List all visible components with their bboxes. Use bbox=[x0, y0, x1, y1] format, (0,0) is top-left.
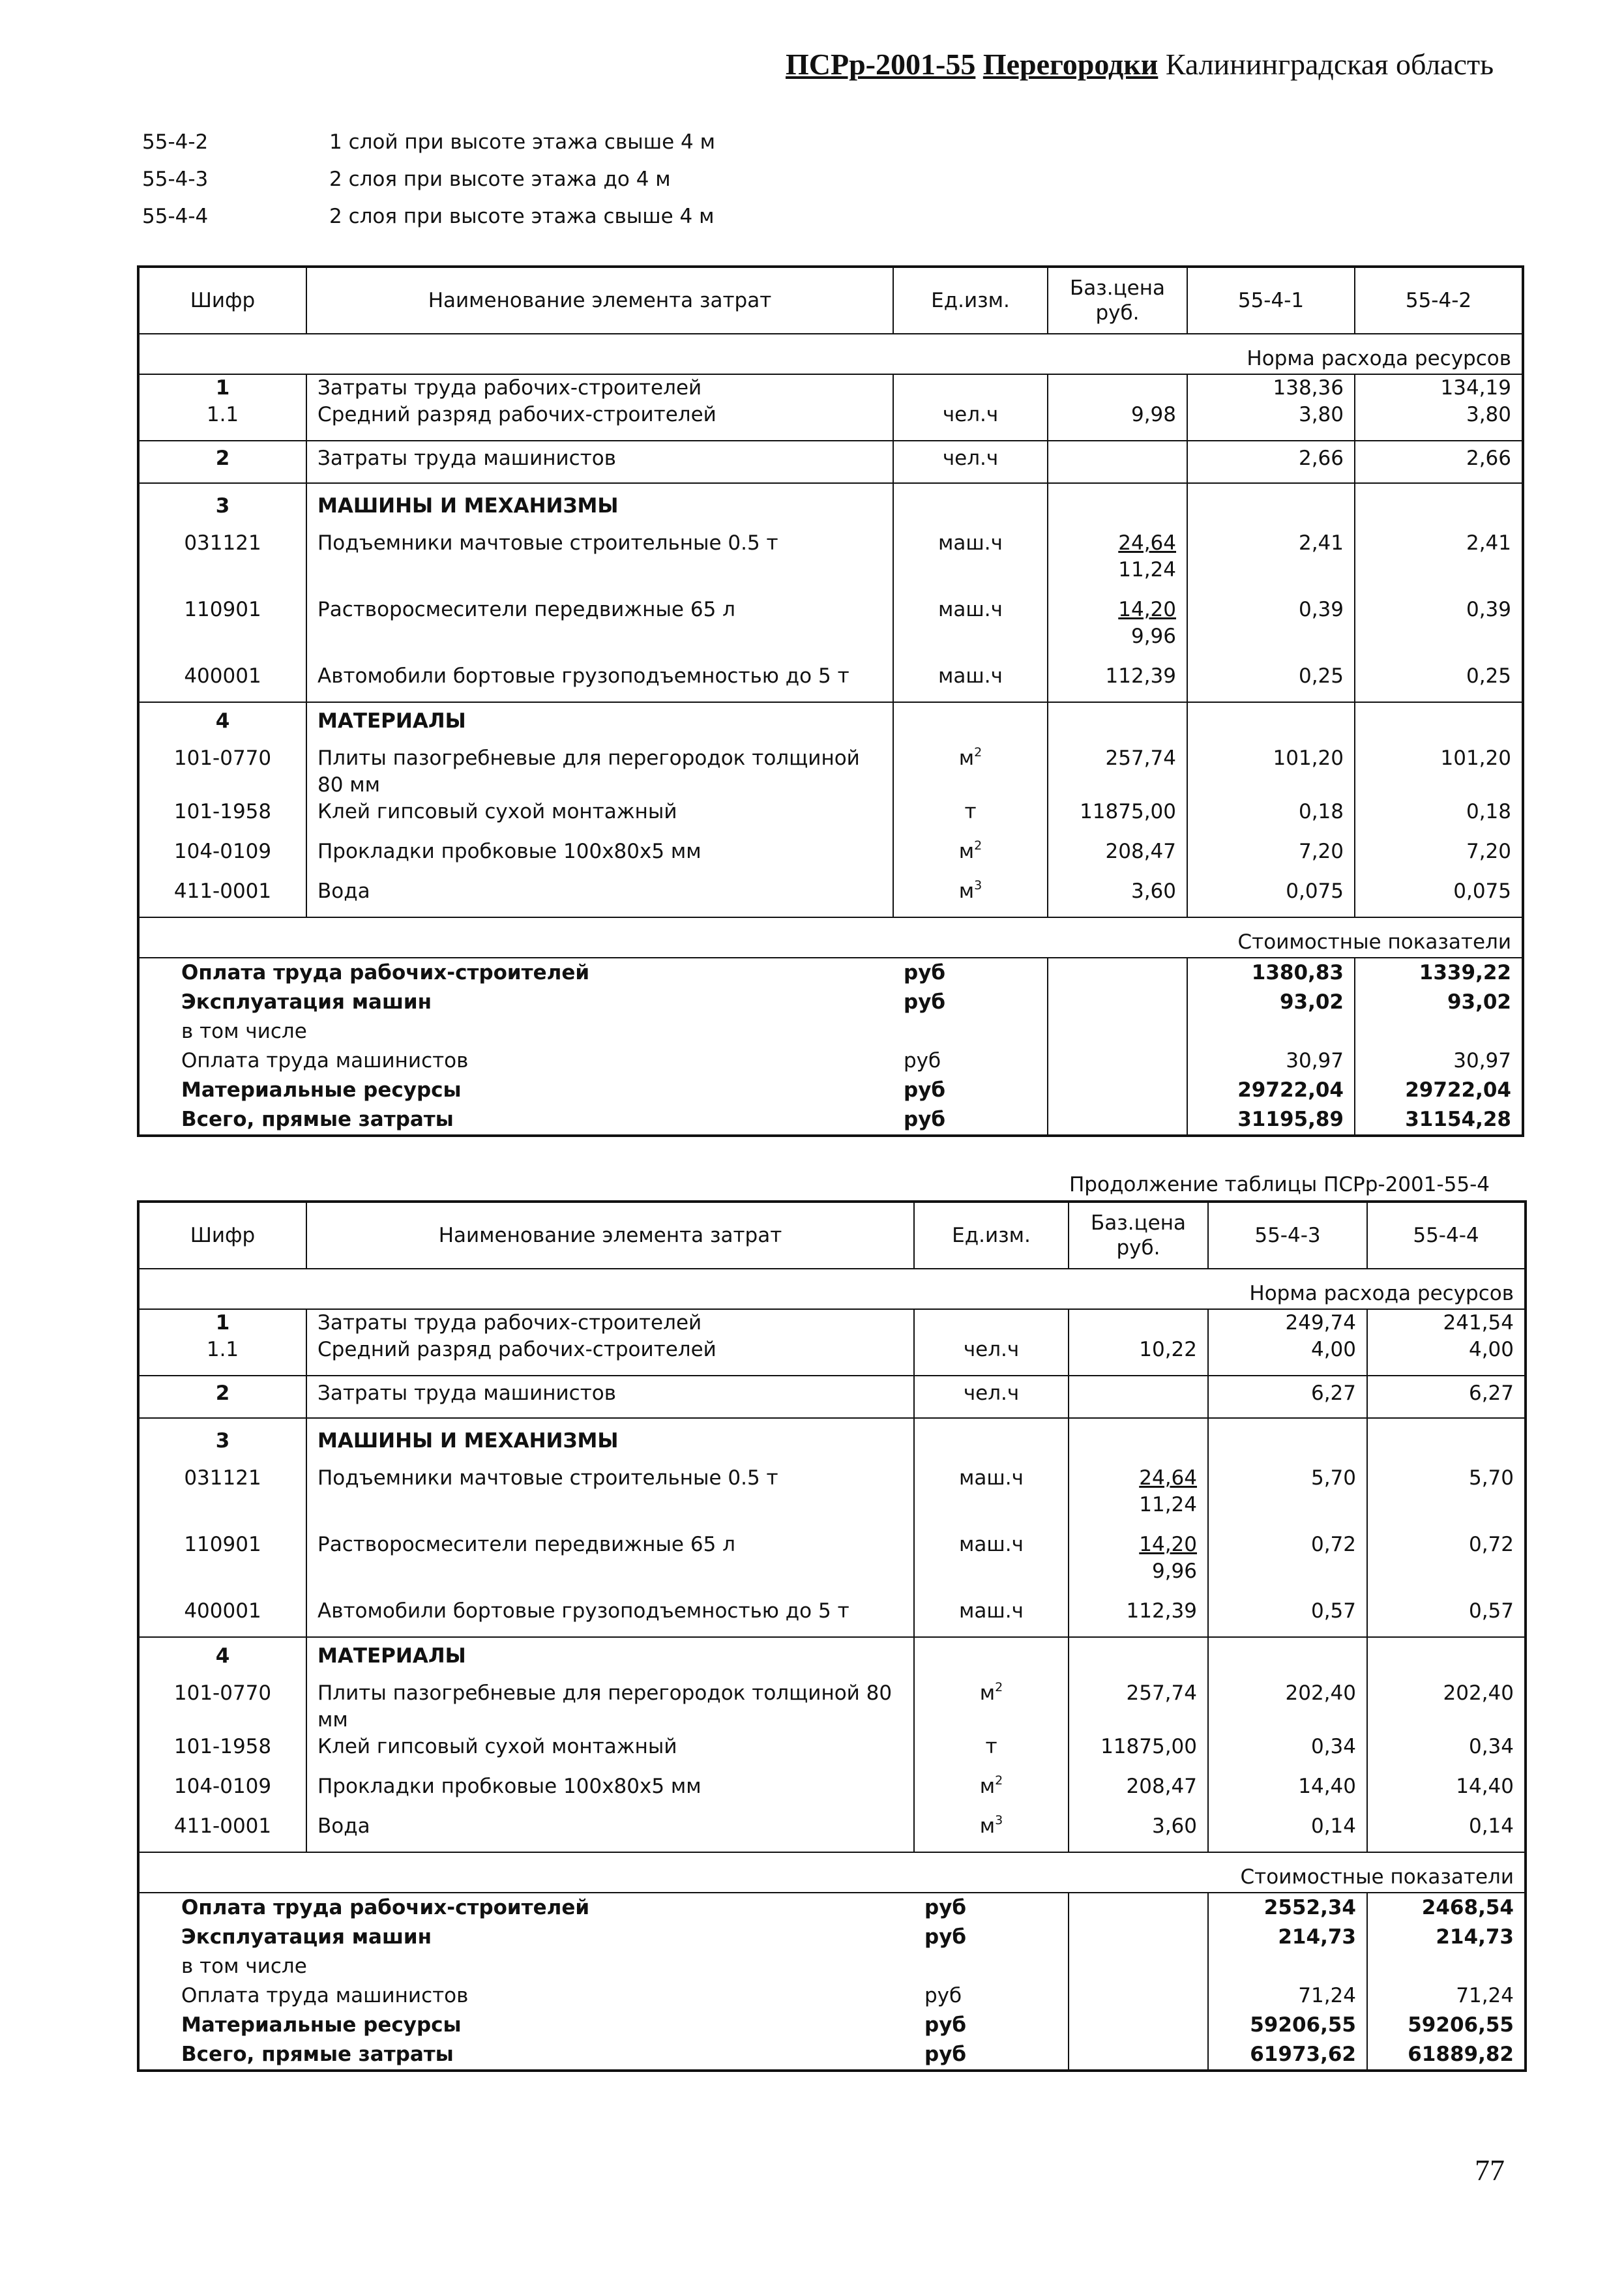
row-value-b: 101,20 bbox=[1355, 745, 1523, 799]
summary-value-b: 93,02 bbox=[1355, 988, 1523, 1017]
row-code: 1.1 bbox=[138, 1337, 306, 1376]
summary-label: Оплата труда машинистов bbox=[138, 1046, 893, 1076]
summary-row bbox=[138, 958, 1523, 988]
row-unit: чел.ч bbox=[914, 1337, 1069, 1376]
summary-row bbox=[138, 1076, 1523, 1105]
table-row bbox=[138, 878, 1523, 917]
row-value-b: 0,25 bbox=[1355, 663, 1523, 702]
section-row bbox=[138, 1637, 1526, 1680]
cost-band: Стоимостные показатели bbox=[138, 1852, 1526, 1893]
row-value-a: 2,66 bbox=[1187, 441, 1355, 483]
price-top: 24,64 bbox=[1139, 1466, 1197, 1490]
row-price: 10,22 bbox=[1069, 1337, 1208, 1376]
unit-sup: 2 bbox=[995, 1773, 1003, 1788]
row-value-b: 241,54 bbox=[1367, 1309, 1526, 1337]
row-code: 400001 bbox=[138, 663, 306, 702]
row-code: 1 bbox=[138, 374, 306, 402]
norm-band: Норма расхода ресурсов bbox=[138, 1269, 1526, 1309]
row-price: 208,47 bbox=[1048, 838, 1187, 878]
unit-base: м bbox=[958, 746, 975, 770]
summary-unit: руб bbox=[914, 2040, 1069, 2071]
row-unit bbox=[914, 1680, 1069, 1734]
summary-value-b: 29722,04 bbox=[1355, 1076, 1523, 1105]
col-header-b: 55-4-2 bbox=[1355, 267, 1523, 334]
section-code: 4 bbox=[138, 1637, 306, 1680]
summary-value-a: 1380,83 bbox=[1187, 958, 1355, 988]
summary-unit: руб bbox=[893, 958, 1048, 988]
summary-value-a: 29722,04 bbox=[1187, 1076, 1355, 1105]
row-price bbox=[1069, 1309, 1208, 1337]
summary-value-a: 214,73 bbox=[1208, 1923, 1367, 1952]
row-name: Автомобили бортовые грузоподъемностью до 5 т bbox=[306, 1598, 914, 1637]
col-header-b: 55-4-4 bbox=[1367, 1202, 1526, 1269]
cost-table-2 bbox=[137, 1200, 1527, 2072]
row-unit: чел.ч bbox=[893, 441, 1048, 483]
row-value-b: 5,70 bbox=[1367, 1465, 1526, 1531]
continuation-caption: Продолжение таблицы ПСРр-2001-55-4 bbox=[1069, 1173, 1490, 1196]
unit-sup: 3 bbox=[995, 1813, 1003, 1827]
col-header-a: 55-4-1 bbox=[1187, 267, 1355, 334]
row-code: 104-0109 bbox=[138, 838, 306, 878]
summary-row bbox=[138, 1046, 1523, 1076]
row-code: 031121 bbox=[138, 1465, 306, 1531]
row-value-b: 0,075 bbox=[1355, 878, 1523, 917]
summary-row bbox=[138, 2040, 1526, 2071]
row-value-a: 4,00 bbox=[1208, 1337, 1367, 1376]
summary-label: Материальные ресурсы bbox=[138, 1076, 893, 1105]
row-code: 1.1 bbox=[138, 402, 306, 441]
intro-text: 2 слоя при высоте этажа свыше 4 м bbox=[329, 205, 715, 228]
page-header bbox=[786, 47, 1494, 81]
row-value-a: 2,41 bbox=[1187, 530, 1355, 597]
section-title: МАТЕРИАЛЫ bbox=[306, 702, 893, 745]
col-header-price: Баз.цена руб. bbox=[1048, 267, 1187, 334]
summary-unit: руб bbox=[893, 1046, 1048, 1076]
row-code: 101-0770 bbox=[138, 745, 306, 799]
row-price: 11875,00 bbox=[1069, 1734, 1208, 1773]
summary-row bbox=[138, 1952, 1526, 1981]
row-name: Средний разряд рабочих-строителей bbox=[306, 1337, 914, 1376]
row-unit bbox=[914, 1773, 1069, 1813]
row-value-a: 14,40 bbox=[1208, 1773, 1367, 1813]
row-name: Плиты пазогребневые для перегородок толщиной 80 мм bbox=[306, 745, 893, 799]
row-value-a: 0,18 bbox=[1187, 799, 1355, 838]
row-unit bbox=[893, 878, 1048, 917]
price-top: 14,20 bbox=[1139, 1533, 1197, 1556]
row-name: Затраты труда рабочих-строителей bbox=[306, 374, 893, 402]
row-value-b: 7,20 bbox=[1355, 838, 1523, 878]
row-code: 2 bbox=[138, 441, 306, 483]
row-unit: маш.ч bbox=[914, 1598, 1069, 1637]
section-code: 3 bbox=[138, 483, 306, 530]
section-code: 3 bbox=[138, 1418, 306, 1465]
summary-value-b: 1339,22 bbox=[1355, 958, 1523, 988]
row-value-a: 7,20 bbox=[1187, 838, 1355, 878]
table-row bbox=[138, 1598, 1526, 1637]
table-row bbox=[138, 402, 1523, 441]
table-row bbox=[138, 597, 1523, 663]
summary-unit: руб bbox=[914, 1923, 1069, 1952]
row-name: Автомобили бортовые грузоподъемностью до 5 т bbox=[306, 663, 893, 702]
table-row bbox=[138, 530, 1523, 597]
summary-value-b: 214,73 bbox=[1367, 1923, 1526, 1952]
summary-value-a: 61973,62 bbox=[1208, 2040, 1367, 2071]
summary-row bbox=[138, 1923, 1526, 1952]
row-value-a: 0,34 bbox=[1208, 1734, 1367, 1773]
summary-unit: руб bbox=[893, 1105, 1048, 1136]
summary-value-b: 59206,55 bbox=[1367, 2011, 1526, 2040]
row-price: 208,47 bbox=[1069, 1773, 1208, 1813]
row-price bbox=[1048, 530, 1187, 597]
price-bottom: 11,24 bbox=[1139, 1493, 1197, 1516]
row-code: 1 bbox=[138, 1309, 306, 1337]
summary-value-b: 30,97 bbox=[1355, 1046, 1523, 1076]
row-price: 112,39 bbox=[1048, 663, 1187, 702]
row-value-b: 134,19 bbox=[1355, 374, 1523, 402]
row-name: Вода bbox=[306, 1813, 914, 1852]
row-name: Прокладки пробковые 100х80х5 мм bbox=[306, 838, 893, 878]
row-name: Растворосмесители передвижные 65 л bbox=[306, 597, 893, 663]
row-value-b: 202,40 bbox=[1367, 1680, 1526, 1734]
section-row bbox=[138, 483, 1523, 530]
row-name: Клей гипсовый сухой монтажный bbox=[306, 799, 893, 838]
row-name: Клей гипсовый сухой монтажный bbox=[306, 1734, 914, 1773]
unit-sup: 3 bbox=[974, 878, 982, 893]
row-value-a: 249,74 bbox=[1208, 1309, 1367, 1337]
table-row bbox=[138, 1773, 1526, 1813]
row-price: 257,74 bbox=[1048, 745, 1187, 799]
row-value-a: 0,39 bbox=[1187, 597, 1355, 663]
row-code: 031121 bbox=[138, 530, 306, 597]
section-title: МАШИНЫ И МЕХАНИЗМЫ bbox=[306, 483, 893, 530]
summary-value-a: 59206,55 bbox=[1208, 2011, 1367, 2040]
cost-band-row bbox=[138, 1852, 1526, 1893]
table-row bbox=[138, 1309, 1526, 1337]
row-code: 400001 bbox=[138, 1598, 306, 1637]
cost-table-1 bbox=[137, 265, 1524, 1137]
summary-value-b: 71,24 bbox=[1367, 1981, 1526, 2011]
row-name: Вода bbox=[306, 878, 893, 917]
summary-value-a: 71,24 bbox=[1208, 1981, 1367, 2011]
intro-text: 1 слой при высоте этажа свыше 4 м bbox=[329, 130, 715, 154]
summary-value-b: 31154,28 bbox=[1355, 1105, 1523, 1136]
row-unit bbox=[893, 838, 1048, 878]
row-value-b: 0,34 bbox=[1367, 1734, 1526, 1773]
summary-unit: руб bbox=[893, 1076, 1048, 1105]
summary-label: Всего, прямые затраты bbox=[138, 1105, 893, 1136]
row-unit: маш.ч bbox=[893, 530, 1048, 597]
summary-label: в том числе bbox=[138, 1017, 893, 1046]
row-value-b: 0,18 bbox=[1355, 799, 1523, 838]
row-value-b: 4,00 bbox=[1367, 1337, 1526, 1376]
summary-value-b: 61889,82 bbox=[1367, 2040, 1526, 2071]
header-code: ПСРр-2001-55 bbox=[786, 48, 976, 81]
row-value-a: 138,36 bbox=[1187, 374, 1355, 402]
row-code: 101-1958 bbox=[138, 1734, 306, 1773]
row-price: 112,39 bbox=[1069, 1598, 1208, 1637]
row-unit bbox=[893, 745, 1048, 799]
unit-base: м bbox=[979, 1775, 996, 1798]
table-header-row bbox=[138, 267, 1523, 334]
row-code: 411-0001 bbox=[138, 878, 306, 917]
col-header-cipher: Шифр bbox=[138, 1202, 306, 1269]
row-name: Прокладки пробковые 100х80х5 мм bbox=[306, 1773, 914, 1813]
table-row bbox=[138, 1680, 1526, 1734]
row-price bbox=[1048, 597, 1187, 663]
row-price bbox=[1048, 374, 1187, 402]
table-row bbox=[138, 1734, 1526, 1773]
table-row bbox=[138, 1813, 1526, 1852]
row-value-a: 0,075 bbox=[1187, 878, 1355, 917]
table-row bbox=[138, 1337, 1526, 1376]
summary-label: в том числе bbox=[138, 1952, 914, 1981]
table-row bbox=[138, 1531, 1526, 1598]
price-bottom: 9,96 bbox=[1130, 625, 1176, 648]
section-row bbox=[138, 702, 1523, 745]
norm-band-row bbox=[138, 334, 1523, 374]
summary-value-b: 2468,54 bbox=[1367, 1893, 1526, 1923]
summary-unit: руб bbox=[893, 988, 1048, 1017]
row-value-b: 0,57 bbox=[1367, 1598, 1526, 1637]
row-value-b: 0,14 bbox=[1367, 1813, 1526, 1852]
summary-value-a: 30,97 bbox=[1187, 1046, 1355, 1076]
summary-label: Оплата труда машинистов bbox=[138, 1981, 914, 2011]
row-value-b: 2,66 bbox=[1355, 441, 1523, 483]
unit-base: м bbox=[958, 840, 975, 863]
summary-label: Оплата труда рабочих-строителей bbox=[138, 958, 893, 988]
row-unit bbox=[914, 1309, 1069, 1337]
intro-code: 55-4-3 bbox=[142, 168, 209, 191]
row-name: Плиты пазогребневые для перегородок толщиной 80 мм bbox=[306, 1680, 914, 1734]
row-value-a: 6,27 bbox=[1208, 1376, 1367, 1418]
col-header-a: 55-4-3 bbox=[1208, 1202, 1367, 1269]
page-number: 77 bbox=[1475, 2153, 1505, 2187]
table-row bbox=[138, 374, 1523, 402]
row-unit: маш.ч bbox=[914, 1531, 1069, 1598]
row-name: Растворосмесители передвижные 65 л bbox=[306, 1531, 914, 1598]
row-unit: маш.ч bbox=[893, 663, 1048, 702]
row-value-b: 3,80 bbox=[1355, 402, 1523, 441]
unit-base: м bbox=[979, 1814, 996, 1838]
row-name: Подъемники мачтовые строительные 0.5 т bbox=[306, 530, 893, 597]
row-price: 9,98 bbox=[1048, 402, 1187, 441]
header-region: Калининградская область bbox=[1165, 48, 1494, 81]
cost-band: Стоимостные показатели bbox=[138, 917, 1523, 958]
header-title: Перегородки bbox=[982, 48, 1159, 81]
row-unit: т bbox=[914, 1734, 1069, 1773]
row-unit: маш.ч bbox=[893, 597, 1048, 663]
section-row bbox=[138, 1418, 1526, 1465]
intro-text: 2 слоя при высоте этажа до 4 м bbox=[329, 168, 671, 191]
table-row bbox=[138, 441, 1523, 483]
summary-value-a: 31195,89 bbox=[1187, 1105, 1355, 1136]
norm-band: Норма расхода ресурсов bbox=[138, 334, 1523, 374]
row-price: 11875,00 bbox=[1048, 799, 1187, 838]
row-code: 101-1958 bbox=[138, 799, 306, 838]
row-unit: маш.ч bbox=[914, 1465, 1069, 1531]
col-header-unit: Ед.изм. bbox=[893, 267, 1048, 334]
row-value-b: 2,41 bbox=[1355, 530, 1523, 597]
row-value-a: 0,14 bbox=[1208, 1813, 1367, 1852]
table-row bbox=[138, 663, 1523, 702]
table-row bbox=[138, 1376, 1526, 1418]
row-name: Затраты труда машинистов bbox=[306, 441, 893, 483]
row-value-a: 202,40 bbox=[1208, 1680, 1367, 1734]
row-value-b: 0,72 bbox=[1367, 1531, 1526, 1598]
table-row bbox=[138, 745, 1523, 799]
section-title: МАТЕРИАЛЫ bbox=[306, 1637, 914, 1680]
row-value-b: 14,40 bbox=[1367, 1773, 1526, 1813]
row-value-a: 3,80 bbox=[1187, 402, 1355, 441]
unit-sup: 2 bbox=[995, 1680, 1003, 1694]
summary-label: Всего, прямые затраты bbox=[138, 2040, 914, 2071]
summary-label: Эксплуатация машин bbox=[138, 1923, 914, 1952]
row-unit: т bbox=[893, 799, 1048, 838]
summary-label: Оплата труда рабочих-строителей bbox=[138, 1893, 914, 1923]
table-row bbox=[138, 799, 1523, 838]
summary-label: Эксплуатация машин bbox=[138, 988, 893, 1017]
col-header-name: Наименование элемента затрат bbox=[306, 267, 893, 334]
summary-unit: руб bbox=[914, 1893, 1069, 1923]
summary-row bbox=[138, 1017, 1523, 1046]
row-code: 411-0001 bbox=[138, 1813, 306, 1852]
row-value-a: 0,25 bbox=[1187, 663, 1355, 702]
row-name: Подъемники мачтовые строительные 0.5 т bbox=[306, 1465, 914, 1531]
col-header-unit: Ед.изм. bbox=[914, 1202, 1069, 1269]
section-code: 4 bbox=[138, 702, 306, 745]
price-top: 14,20 bbox=[1118, 598, 1176, 621]
row-price bbox=[1069, 1465, 1208, 1531]
norm-band-row bbox=[138, 1269, 1526, 1309]
row-unit bbox=[893, 374, 1048, 402]
col-header-name: Наименование элемента затрат bbox=[306, 1202, 914, 1269]
row-value-a: 0,72 bbox=[1208, 1531, 1367, 1598]
row-unit bbox=[914, 1813, 1069, 1852]
intro-code: 55-4-2 bbox=[142, 130, 209, 154]
row-value-a: 0,57 bbox=[1208, 1598, 1367, 1637]
table-row bbox=[138, 1465, 1526, 1531]
summary-row bbox=[138, 988, 1523, 1017]
row-price: 3,60 bbox=[1069, 1813, 1208, 1852]
row-value-a: 5,70 bbox=[1208, 1465, 1367, 1531]
col-header-price: Баз.цена руб. bbox=[1069, 1202, 1208, 1269]
row-unit: чел.ч bbox=[914, 1376, 1069, 1418]
row-unit: чел.ч bbox=[893, 402, 1048, 441]
unit-sup: 2 bbox=[974, 745, 982, 760]
row-name: Затраты труда рабочих-строителей bbox=[306, 1309, 914, 1337]
intro-code: 55-4-4 bbox=[142, 205, 209, 228]
row-code: 2 bbox=[138, 1376, 306, 1418]
row-code: 101-0770 bbox=[138, 1680, 306, 1734]
row-code: 104-0109 bbox=[138, 1773, 306, 1813]
summary-row bbox=[138, 1893, 1526, 1923]
summary-value-a: 93,02 bbox=[1187, 988, 1355, 1017]
row-name: Затраты труда машинистов bbox=[306, 1376, 914, 1418]
table-row bbox=[138, 838, 1523, 878]
summary-unit: руб bbox=[914, 1981, 1069, 2011]
summary-unit: руб bbox=[914, 2011, 1069, 2040]
row-price bbox=[1048, 441, 1187, 483]
summary-row bbox=[138, 1981, 1526, 2011]
table-header-row bbox=[138, 1202, 1526, 1269]
col-header-cipher: Шифр bbox=[138, 267, 306, 334]
summary-row bbox=[138, 1105, 1523, 1136]
row-code: 110901 bbox=[138, 597, 306, 663]
summary-row bbox=[138, 2011, 1526, 2040]
unit-base: м bbox=[958, 879, 975, 903]
row-price bbox=[1069, 1376, 1208, 1418]
unit-sup: 2 bbox=[974, 838, 982, 853]
row-price bbox=[1069, 1531, 1208, 1598]
price-top: 24,64 bbox=[1118, 531, 1176, 555]
row-code: 110901 bbox=[138, 1531, 306, 1598]
row-price: 3,60 bbox=[1048, 878, 1187, 917]
summary-value-a: 2552,34 bbox=[1208, 1893, 1367, 1923]
row-value-a: 101,20 bbox=[1187, 745, 1355, 799]
row-value-b: 0,39 bbox=[1355, 597, 1523, 663]
unit-base: м bbox=[979, 1681, 996, 1705]
summary-label: Материальные ресурсы bbox=[138, 2011, 914, 2040]
row-price: 257,74 bbox=[1069, 1680, 1208, 1734]
price-bottom: 11,24 bbox=[1118, 558, 1176, 582]
section-title: МАШИНЫ И МЕХАНИЗМЫ bbox=[306, 1418, 914, 1465]
row-value-b: 6,27 bbox=[1367, 1376, 1526, 1418]
cost-band-row bbox=[138, 917, 1523, 958]
row-name: Средний разряд рабочих-строителей bbox=[306, 402, 893, 441]
price-bottom: 9,96 bbox=[1151, 1559, 1197, 1583]
